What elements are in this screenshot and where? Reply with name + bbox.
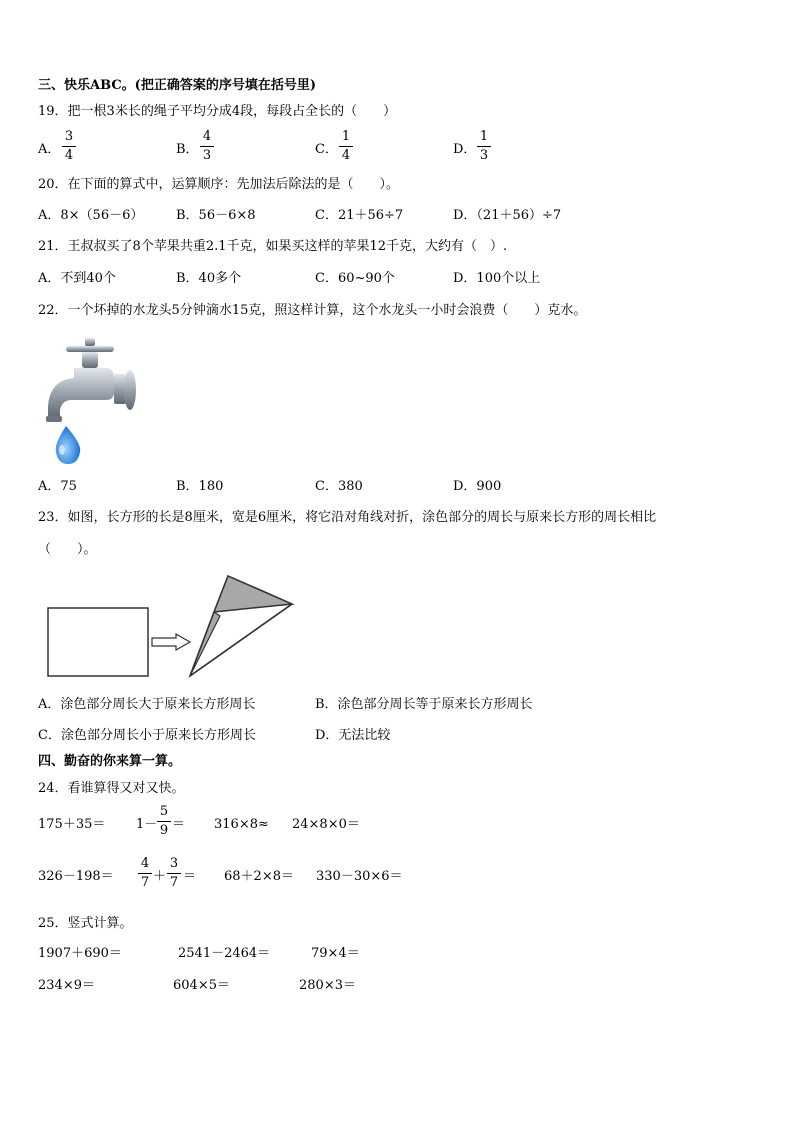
q25-item-4: 234×9＝ xyxy=(38,978,95,993)
q19-option-b-letter: B． xyxy=(176,142,199,157)
question-19: 19．把一根3米长的绳子平均分成4段，每段占全长的（ ） xyxy=(38,104,397,119)
q22-option-a: A．75 xyxy=(38,479,77,494)
fold-diagram xyxy=(44,572,300,684)
faucet-image xyxy=(44,334,140,468)
q23-option-d: D．无法比较 xyxy=(315,728,391,743)
q22-option-b: B．180 xyxy=(176,479,224,494)
numerator: 1 xyxy=(341,129,351,144)
denominator: 3 xyxy=(202,148,212,163)
q24-item-c: 316×8≈ xyxy=(214,817,269,832)
q24-item-b-fraction xyxy=(157,805,171,838)
question-20: 20．在下面的算式中，运算顺序：先加法后除法的是（ ）。 xyxy=(38,177,400,192)
q24-item-g: 68＋2×8＝ xyxy=(224,869,294,884)
q20-option-c: C．21＋56÷7 xyxy=(315,208,404,223)
q21-option-b: B．40多个 xyxy=(176,271,242,286)
denominator: 7 xyxy=(169,875,179,890)
q21-option-c: C．60~90个 xyxy=(315,271,395,286)
question-25: 25．竖式计算。 xyxy=(38,916,133,931)
denominator: 7 xyxy=(140,875,150,890)
q24-item-f-suffix: ＝ xyxy=(183,869,197,884)
numerator: 3 xyxy=(64,129,74,144)
q19-option-d-fraction xyxy=(477,130,491,163)
q25-item-3: 79×4＝ xyxy=(311,946,360,961)
q22-option-d: D．900 xyxy=(453,479,502,494)
numerator: 5 xyxy=(159,804,169,819)
question-22: 22．一个坏掉的水龙头5分钟滴水15克，照这样计算，这个水龙头一小时会浪费（ ）克水。 xyxy=(38,303,587,318)
q24-item-h: 330－30×6＝ xyxy=(316,869,403,884)
q19-option-d-letter: D． xyxy=(453,142,477,157)
numerator: 3 xyxy=(169,856,179,871)
q20-option-d: D．（21＋56）÷7 xyxy=(453,208,562,223)
question-23: 23．如图，长方形的长是8厘米，宽是6厘米，将它沿对角线对折，涂色部分的周长与原来长方形的周长相比 xyxy=(38,510,657,525)
q19-option-b-fraction xyxy=(200,130,214,163)
section-4-title: 四、勤奋的你来算一算。 xyxy=(38,754,182,769)
q19-option-a-fraction xyxy=(62,130,76,163)
q24-item-e: 326－198＝ xyxy=(38,869,114,884)
q21-option-a: A．不到40个 xyxy=(38,271,116,286)
q24-item-a: 175＋35＝ xyxy=(38,817,106,832)
numerator: 4 xyxy=(202,129,212,144)
question-24: 24．看谁算得又对又快。 xyxy=(38,781,185,796)
q25-item-2: 2541－2464＝ xyxy=(178,946,271,961)
denominator: 3 xyxy=(479,148,489,163)
q24-item-b-suffix: ＝ xyxy=(172,817,186,832)
q19-option-a-letter: A． xyxy=(38,142,61,157)
q25-item-5: 604×5＝ xyxy=(173,978,230,993)
q21-option-d: D．100个以上 xyxy=(453,271,541,286)
q23-option-c: C．涂色部分周长小于原来长方形周长 xyxy=(38,728,256,743)
q24-item-f-operator: ＋ xyxy=(153,869,167,884)
q23-option-a: A．涂色部分周长大于原来长方形周长 xyxy=(38,697,256,712)
question-21: 21．王叔叔买了8个苹果共重2.1千克，如果买这样的苹果12千克，大约有（ ）. xyxy=(38,239,508,254)
q23-option-b: B．涂色部分周长等于原来长方形周长 xyxy=(315,697,533,712)
numerator: 4 xyxy=(140,856,150,871)
rectangle-shape xyxy=(48,608,148,676)
arrow-icon xyxy=(152,634,190,650)
q22-option-c: C．380 xyxy=(315,479,363,494)
question-23-cont: （ ）。 xyxy=(38,542,97,557)
denominator: 9 xyxy=(159,823,169,838)
section-3-title: 三、快乐ABC。(把正确答案的序号填在括号里) xyxy=(38,78,316,93)
q20-option-b: B．56－6×8 xyxy=(176,208,256,223)
q24-item-f-fraction-2 xyxy=(167,857,181,890)
q24-item-d: 24×8×0＝ xyxy=(292,817,360,832)
q20-option-a: A．8×（56－6） xyxy=(38,208,144,223)
q25-item-6: 280×3＝ xyxy=(299,978,356,993)
q25-item-1: 1907＋690＝ xyxy=(38,946,122,961)
denominator: 4 xyxy=(64,148,74,163)
q19-option-c-letter: C． xyxy=(315,142,338,157)
q24-item-b-prefix: 1－ xyxy=(136,817,158,832)
q19-option-c-fraction xyxy=(339,130,353,163)
denominator: 4 xyxy=(341,148,351,163)
q24-item-f-fraction-1 xyxy=(138,857,152,890)
numerator: 1 xyxy=(479,129,489,144)
